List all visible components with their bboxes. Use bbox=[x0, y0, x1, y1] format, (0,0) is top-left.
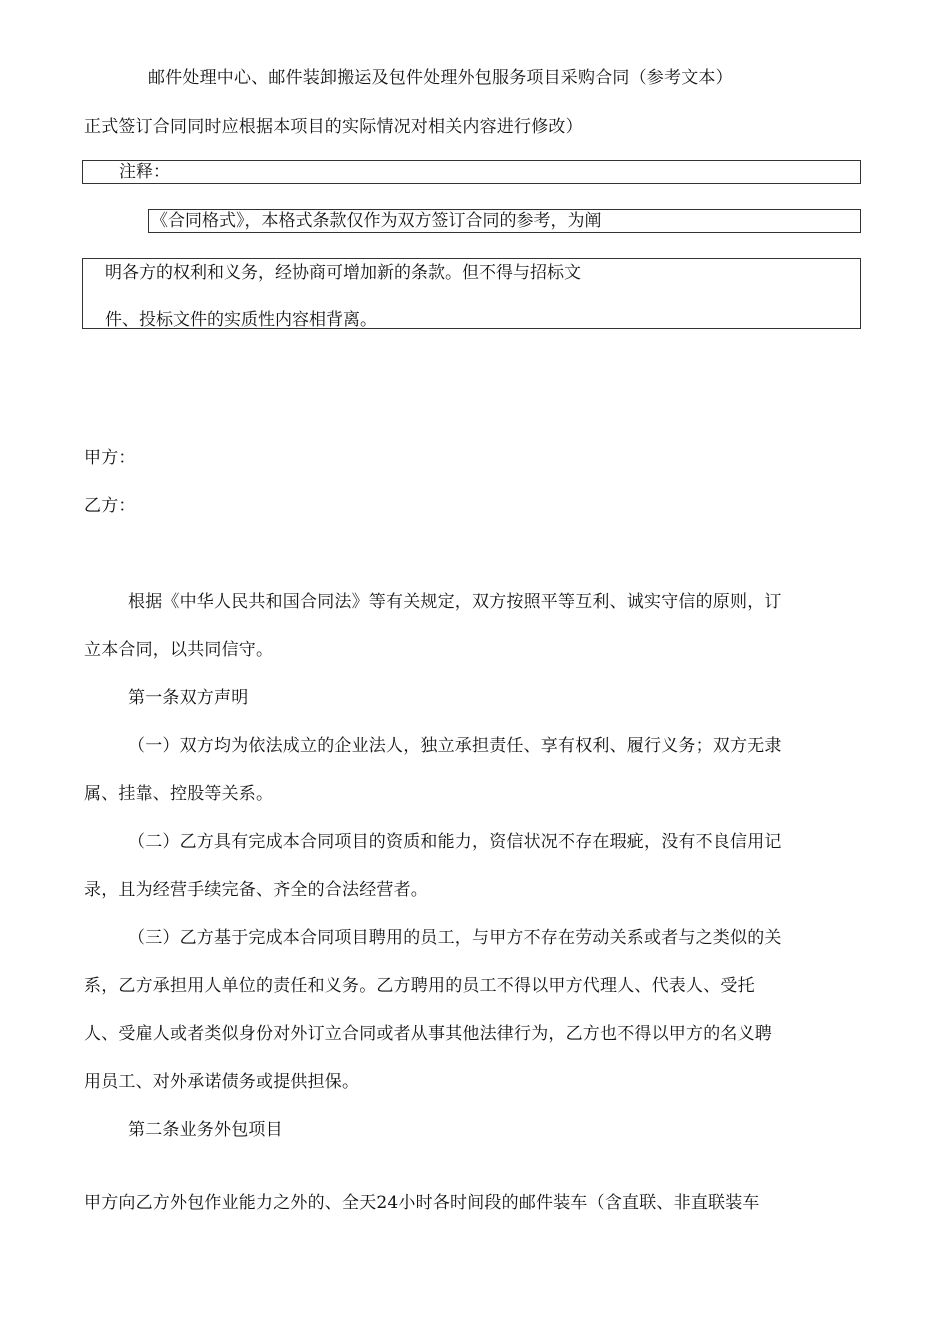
article-1-item-3-line-4: 用员工、对外承诺债务或提供担保。 bbox=[84, 1072, 360, 1092]
article-1-item-1-line-2: 属、挂靠、控股等关系。 bbox=[84, 784, 274, 804]
note-line-3: 件、投标文件的实质性内容相背离。 bbox=[105, 310, 377, 330]
article-1-item-2-line-1: （二）乙方具有完成本合同项目的资质和能力，资信状况不存在瑕疵，没有不良信用记 bbox=[128, 832, 782, 852]
note-box-1 bbox=[148, 209, 861, 233]
document-title: 邮件处理中心、邮件装卸搬运及包件处理外包服务项目采购合同（参考文本） bbox=[148, 68, 733, 88]
article-1-item-3-line-1: （三）乙方基于完成本合同项目聘用的员工，与甲方不存在劳动关系或者与之类似的关 bbox=[128, 928, 782, 948]
party-a-label: 甲方： bbox=[84, 448, 136, 468]
party-b-label: 乙方： bbox=[84, 496, 136, 516]
article-1-heading: 第一条双方声明 bbox=[128, 688, 249, 708]
note-box-2 bbox=[82, 258, 861, 329]
article-2-line-1: 甲方向乙方外包作业能力之外的、全天24小时各时间段的邮件装车（含直联、非直联装车 bbox=[84, 1193, 760, 1213]
note-line-1: 《合同格式》，本格式条款仅作为双方签订合同的参考，为阐 bbox=[151, 211, 602, 231]
article-1-item-3-line-3: 人、受雇人或者类似身份对外订立合同或者从事其他法律行为，乙方也不得以甲方的名义聘 bbox=[84, 1024, 772, 1044]
article-1-item-3-line-2: 系，乙方承担用人单位的责任和义务。乙方聘用的员工不得以甲方代理人、代表人、受托 bbox=[84, 976, 755, 996]
intro-line-1: 根据《中华人民共和国合同法》等有关规定，双方按照平等互利、诚实守信的原则，订 bbox=[128, 592, 782, 612]
note-line-2: 明各方的权利和义务，经协商可增加新的条款。但不得与招标文 bbox=[105, 263, 581, 283]
note-label-box bbox=[82, 160, 861, 184]
article-1-item-1-line-1: （一）双方均为依法成立的企业法人，独立承担责任、享有权利、履行义务；双方无隶 bbox=[128, 736, 782, 756]
intro-line-2: 立本合同，以共同信守。 bbox=[84, 640, 274, 660]
document-subtitle: 正式签订合同同时应根据本项目的实际情况对相关内容进行修改） bbox=[84, 117, 583, 137]
article-1-item-2-line-2: 录，且为经营手续完备、齐全的合法经营者。 bbox=[84, 880, 428, 900]
article-2-heading: 第二条业务外包项目 bbox=[128, 1120, 283, 1140]
note-label: 注释： bbox=[119, 162, 170, 182]
